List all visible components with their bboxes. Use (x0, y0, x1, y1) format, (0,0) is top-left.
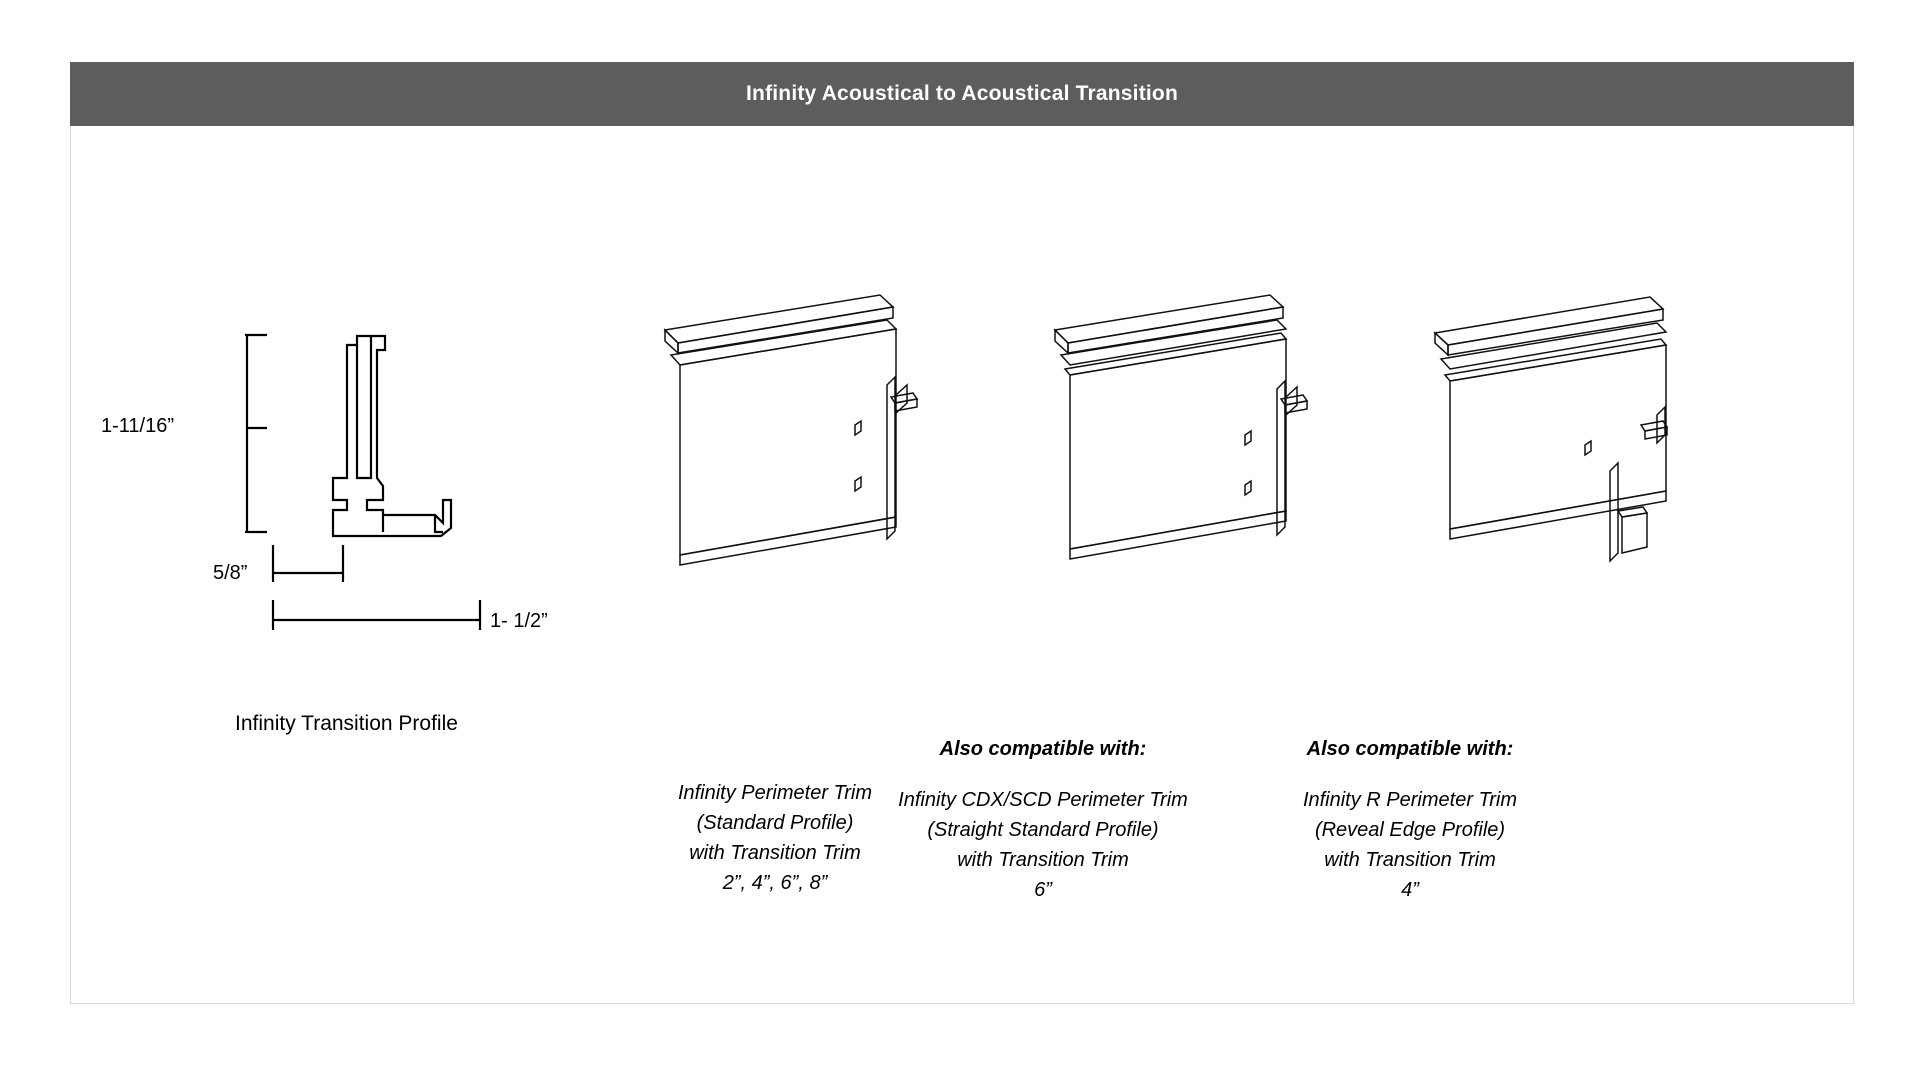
panel-face (1070, 339, 1286, 549)
transition-trim-arm-face (895, 399, 917, 411)
panel-face (680, 329, 896, 555)
transition-leg (1657, 407, 1665, 443)
connector-tab-2 (855, 477, 861, 491)
connector-tab-1 (855, 421, 861, 435)
top-flange-end (1055, 330, 1068, 353)
reveal-band (671, 320, 896, 365)
panel-bottom-edge (1070, 511, 1286, 559)
reveal-foot-face (1622, 513, 1647, 553)
assembly-drawing-infinity-perimeter-trim (655, 285, 975, 645)
profile-top-hook-detail (357, 336, 371, 345)
caption-line: 6” (1034, 879, 1052, 901)
caption-line: with Transition Trim (689, 842, 861, 864)
top-flange-end (1435, 333, 1448, 355)
caption-line: with Transition Trim (1324, 849, 1496, 871)
assembly-1-svg (655, 285, 975, 645)
assembly-3-svg (1425, 285, 1745, 645)
connector-tab-1 (1245, 431, 1251, 445)
dimension-depth-label: 5/8” (213, 562, 248, 584)
top-flange-face (678, 307, 893, 353)
compatibility-note: Also compatible with: (1306, 738, 1514, 760)
page-title: Infinity Acoustical to Acoustical Transition (746, 82, 1178, 105)
caption-line: Infinity Perimeter Trim (677, 782, 873, 804)
panel-face (1450, 345, 1666, 529)
top-flange-face (1448, 309, 1663, 355)
transition-profile-drawing (95, 300, 655, 720)
panel-bottom-edge (680, 517, 896, 565)
top-flange-face (1068, 307, 1283, 353)
caption-line: (Standard Profile) (696, 812, 854, 834)
reveal-drop-leg (1610, 463, 1618, 561)
secondary-band (1065, 333, 1286, 375)
caption-line: with Transition Trim (957, 849, 1129, 871)
dimension-height-label: 1-11/16” (101, 415, 175, 437)
connector-tab-1 (1585, 441, 1591, 455)
connector-tab-2 (1245, 481, 1251, 495)
reveal-band (1441, 323, 1666, 369)
caption-line: (Reveal Edge Profile) (1314, 819, 1506, 841)
caption-assembly-2 (843, 738, 1243, 905)
caption-line: 4” (1401, 879, 1419, 901)
assembly-drawing-infinity-cdx-scd-perimeter-trim (1045, 285, 1365, 645)
caption-line: 2”, 4”, 6”, 8” (722, 872, 828, 894)
caption-line: (Straight Standard Profile) (927, 819, 1159, 841)
profile-outline (333, 336, 451, 536)
assembly-drawing-infinity-r-perimeter-trim (1425, 285, 1745, 645)
profile-cross-section-svg (95, 300, 655, 720)
caption-line: Infinity R Perimeter Trim (1302, 789, 1518, 811)
caption-assembly-3 (1210, 738, 1610, 905)
compatibility-note: Also compatible with: (939, 738, 1147, 760)
caption-line: Infinity CDX/SCD Perimeter Trim (898, 789, 1188, 811)
top-flange-end (665, 330, 678, 353)
dimension-width-label: 1- 1/2” (490, 610, 548, 632)
transition-trim-arm-face (1285, 401, 1307, 413)
assembly-2-svg (1045, 285, 1365, 645)
diagram-header (70, 62, 1854, 126)
profile-caption: Infinity Transition Profile (235, 712, 458, 735)
secondary-band (1445, 339, 1666, 381)
